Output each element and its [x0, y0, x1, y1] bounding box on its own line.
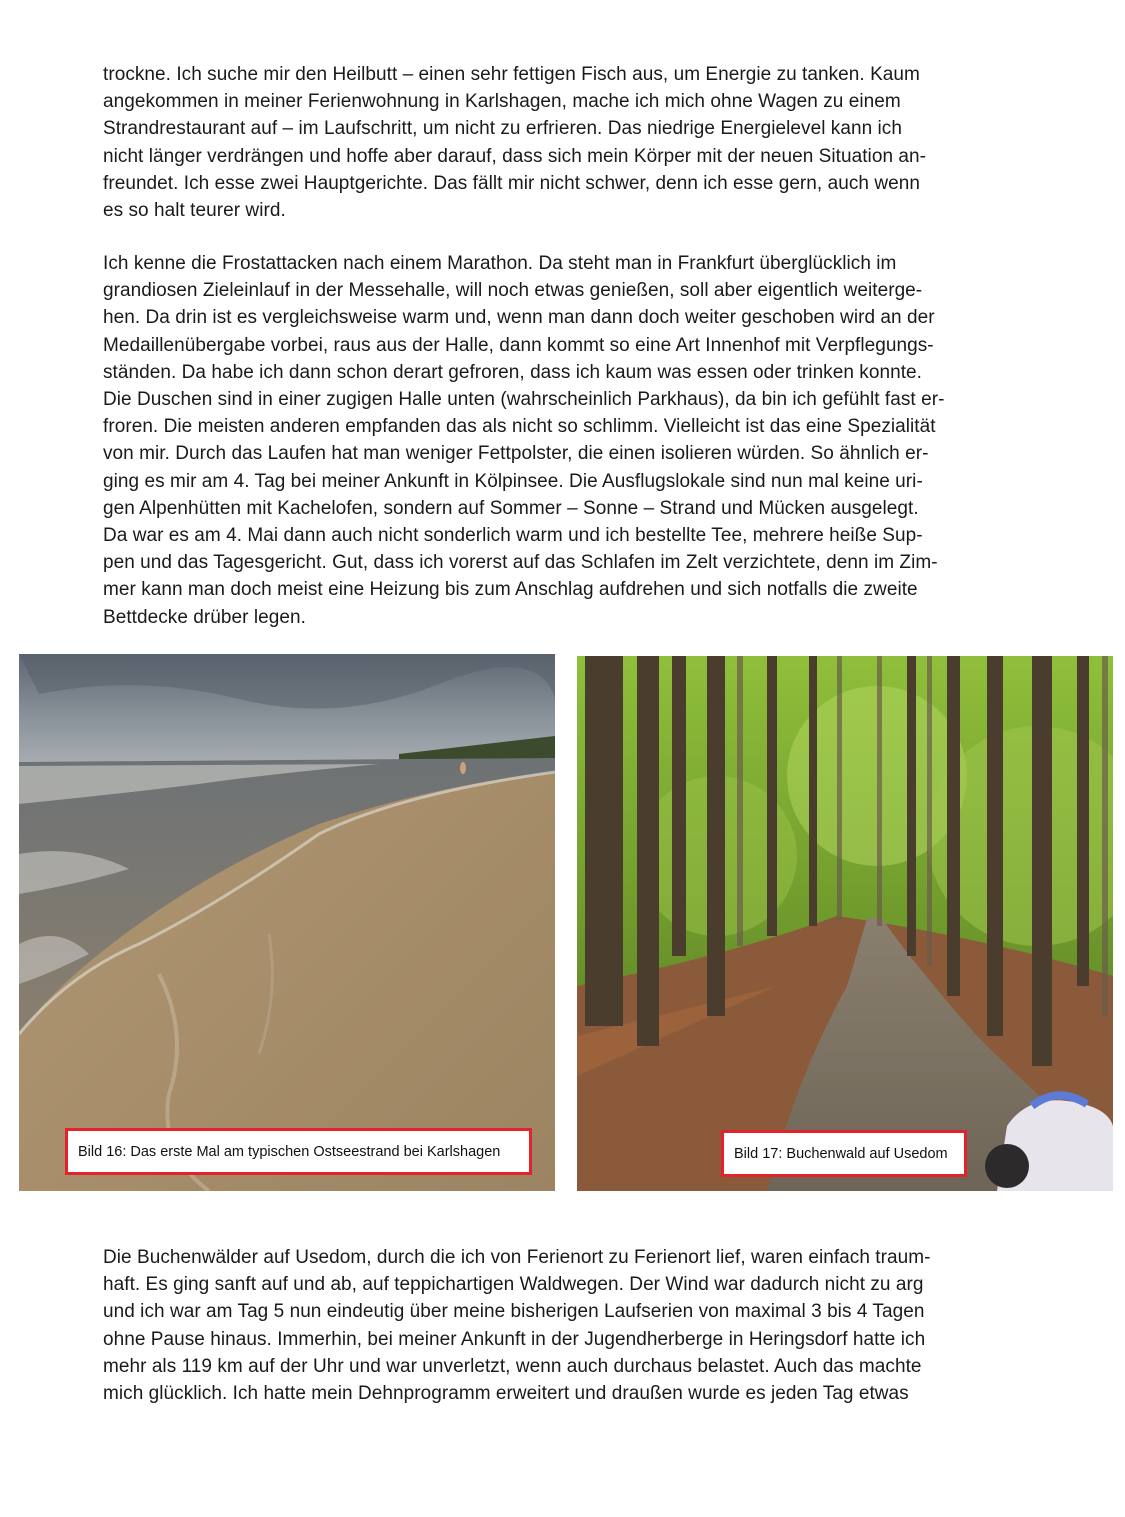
caption-text: Bild 16: Das erste Mal am typischen Ostseestrand bei Karlshagen [78, 1143, 501, 1160]
forest-image [577, 656, 1113, 1191]
text-line: trockne. Ich suche mir den Heilbutt – einen sehr fettigen Fisch aus, um Energie zu tanken. Kaum [103, 64, 920, 85]
text-line: mer kann man doch meist eine Heizung bis zum Anschlag aufdrehen und sich notfalls die zweite [103, 579, 918, 601]
text-line: angekommen in meiner Ferienwohnung in Karlshagen, mache ich mich ohne Wagen zu einem [103, 91, 901, 113]
text-line: gen Alpenhütten mit Kachelofen, sondern auf Sommer – Sonne – Strand und Mücken ausgelegt. [103, 497, 919, 519]
text-line: pen und das Tagesgericht. Gut, dass ich vorerst auf das Schlafen im Zelt verzichtete, denn im Zim- [103, 552, 938, 574]
text-line: Ich kenne die Frostattacken nach einem Marathon. Da steht man in Frankfurt überglücklich im [103, 253, 897, 274]
paragraph-2 [103, 250, 1028, 631]
text-line: froren. Die meisten anderen empfanden das als nicht so schlimm. Vielleicht ist das eine Spezialität [103, 416, 936, 438]
caption-text: Bild 17: Buchenwald auf Usedom [734, 1145, 948, 1162]
paragraph-1 [103, 61, 1028, 224]
text-line: Die Duschen sind in einer zugigen Halle unten (wahrscheinlich Parkhaus), da bin ich gefühlt fast er- [103, 389, 945, 411]
text-line: von mir. Durch das Laufen hat man weniger Fettpolster, die einen isolieren würden. So ähnlich er- [103, 443, 929, 465]
beach-photo [19, 654, 555, 1191]
text-line: und ich war am Tag 5 nun eindeutig über meine bisherigen Laufserien von maximal 3 bis 4 Tagen [103, 1301, 925, 1323]
text-line: mich glücklich. Ich hatte mein Dehnprogramm erweitert und draußen wurde es jeden Tag etwas [103, 1383, 909, 1405]
text-line: ging es mir am 4. Tag bei meiner Ankunft in Kölpinsee. Die Ausflugslokale sind nun mal keine uri- [103, 470, 923, 492]
figure-caption-17 [721, 1130, 967, 1177]
text-line: Bettdecke drüber legen. [103, 606, 306, 628]
text-line: Medaillenübergabe vorbei, raus aus der Halle, dann kommt so eine Art Innenhof mit Verpflegungs- [103, 334, 934, 356]
text-line: ständen. Da habe ich dann schon derart gefroren, dass ich kaum was essen oder trinken konnte. [103, 361, 922, 383]
text-line: hen. Da drin ist es vergleichsweise warm und, wenn man dann doch weiter geschoben wird an der [103, 307, 935, 329]
figure-caption-16 [65, 1128, 532, 1175]
text-line: Die Buchenwälder auf Usedom, durch die ich von Ferienort zu Ferienort lief, waren einfach traum- [103, 1247, 931, 1268]
text-line: Strandrestaurant auf – im Laufschritt, um nicht zu erfrieren. Das niedrige Energielevel kann ich [103, 118, 902, 140]
text-line: Da war es am 4. Mai dann auch nicht sonderlich warm und ich bestellte Tee, mehrere heiße Sup- [103, 525, 923, 547]
beach-image [19, 654, 555, 1191]
text-line: ohne Pause hinaus. Immerhin, bei meiner Ankunft in der Jugendherberge in Heringsdorf hatte ich [103, 1328, 926, 1350]
text-line: haft. Es ging sanft auf und ab, auf teppichartigen Waldwegen. Der Wind war dadurch nicht zu arg [103, 1274, 924, 1296]
text-line: grandiosen Zieleinlauf in der Messehalle, will noch etwas genießen, soll aber eigentlich weiterge- [103, 280, 923, 302]
paragraph-3 [103, 1244, 1028, 1407]
text-line: mehr als 119 km auf der Uhr und war unverletzt, wenn auch durchaus belastet. Auch das machte [103, 1355, 922, 1377]
forest-photo [577, 656, 1113, 1191]
text-line: freundet. Ich esse zwei Hauptgerichte. Das fällt mir nicht schwer, denn ich esse gern, auch wenn [103, 172, 920, 194]
text-line: nicht länger verdrängen und hoffe aber darauf, dass sich mein Körper mit der neuen Situation an- [103, 145, 927, 167]
text-line: es so halt teurer wird. [103, 200, 286, 222]
